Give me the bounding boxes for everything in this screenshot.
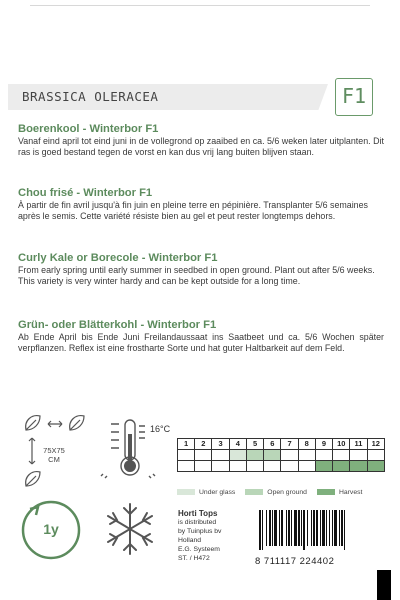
barcode-bar	[286, 510, 287, 546]
black-tab	[377, 570, 391, 600]
temperature-label: 16°C	[150, 424, 171, 434]
section-title-german: Grün- oder Blätterkohl - Winterbor F1	[18, 319, 217, 331]
barcode-bar	[288, 510, 290, 546]
distributor-name: Horti Tops	[178, 509, 218, 518]
barcode-bars	[255, 510, 385, 550]
calendar-cell	[281, 450, 298, 461]
calendar-cell	[367, 450, 384, 461]
calendar-cell	[229, 450, 246, 461]
month-8: 8	[298, 439, 315, 450]
section-text-dutch: Vanaf eind april tot eind juni in de vollegrond op zaaibed en ca. 5/6 weken later uitplanten. Dit ras is goed bestand tegen de vorst en kan dus vrij lang buiten blijven staan.	[18, 136, 384, 158]
calendar-cell	[178, 450, 195, 461]
calendar-cell	[367, 461, 384, 472]
barcode-bar	[322, 510, 325, 546]
month-9: 9	[315, 439, 332, 450]
month-7: 7	[281, 439, 298, 450]
month-2: 2	[195, 439, 212, 450]
month-5: 5	[246, 439, 263, 450]
barcode-bar	[329, 510, 330, 546]
barcode-bar	[344, 510, 345, 550]
section-text-english: From early spring until early summer in seedbed in open ground. Plant out after 5/6 weeks. This variety is very winter hardy and can be kept outside for a long time.	[18, 265, 375, 287]
calendar-cell	[298, 450, 315, 461]
calendar-cell	[195, 461, 212, 472]
distributor-line-5: ST. / H472	[178, 555, 210, 562]
distributor-info	[178, 509, 248, 563]
month-4: 4	[229, 439, 246, 450]
calendar-cell	[264, 461, 281, 472]
barcode-bar	[298, 510, 300, 546]
month-10: 10	[333, 439, 350, 450]
barcode-bar	[332, 510, 333, 546]
barcode-bar	[259, 510, 261, 550]
distributor-line-4: E.G. Systeem	[178, 546, 220, 553]
barcode-bar	[316, 510, 318, 546]
month-1: 1	[178, 439, 195, 450]
distributor-line-3: Holland	[178, 537, 202, 544]
section-title-english: Curly Kale or Borecole - Winterbor F1	[18, 252, 218, 264]
barcode-bar	[313, 510, 315, 546]
barcode-bar	[266, 510, 267, 546]
calendar-cell	[178, 461, 195, 472]
calendar-cell	[246, 450, 263, 461]
barcode-bar	[294, 510, 297, 546]
calendar-cell	[281, 461, 298, 472]
barcode-bar	[326, 510, 327, 546]
barcode-bar	[279, 510, 280, 546]
barcode-bar	[274, 510, 277, 546]
thermometer-icon	[97, 410, 161, 482]
barcode-number: 8 711117 224402	[255, 556, 335, 567]
barcode-bar	[341, 510, 343, 546]
section-french	[18, 186, 384, 223]
month-6: 6	[264, 439, 281, 450]
calendar-cell	[333, 450, 350, 461]
barcode-bar	[291, 510, 292, 546]
legend-open-ground-label: Open ground	[267, 488, 307, 496]
section-english	[18, 251, 384, 288]
section-title-dutch: Boerenkool - Winterbor F1	[18, 123, 159, 135]
top-rule	[30, 0, 370, 6]
distributor-line-2: by Tuinplus bv	[178, 528, 222, 535]
barcode-bar	[269, 510, 271, 546]
section-text-french: À partir de fin avril jusqu'à fin juin en pleine terre en pépinière. Transplanter 5/6 semaines après le semis. Cette variété résiste bien au gel et peut rester longtemps dehors.	[18, 200, 368, 222]
barcode-bar	[281, 510, 283, 546]
calendar-cell	[315, 461, 332, 472]
barcode-bar	[334, 510, 337, 546]
spacing-unit: CM	[48, 455, 60, 464]
legend-open-ground-swatch	[245, 489, 263, 495]
calendar-cell	[212, 461, 229, 472]
barcode-bar	[307, 510, 308, 546]
calendar-cell	[350, 461, 367, 472]
barcode-bar	[320, 510, 321, 546]
calendar-cell	[350, 450, 367, 461]
calendar-cell	[195, 450, 212, 461]
sowing-calendar	[177, 438, 385, 472]
calendar-month-row	[178, 439, 385, 450]
spacing-dimensions: 75X75	[43, 446, 65, 455]
legend-harvest-label: Harvest	[338, 488, 363, 496]
barcode-bar	[262, 510, 263, 550]
calendar-cell	[212, 450, 229, 461]
calendar-cell	[333, 461, 350, 472]
distributor-line-1: is distributed	[178, 519, 217, 526]
legend-harvest-swatch	[317, 489, 335, 495]
barcode-bar	[301, 510, 302, 546]
life-cycle-label: 1y	[43, 521, 59, 537]
section-dutch	[18, 122, 384, 159]
barcode-bar	[272, 510, 273, 546]
calendar-cell	[315, 450, 332, 461]
month-12: 12	[367, 439, 384, 450]
legend-under-glass-swatch	[177, 489, 195, 495]
section-german	[18, 318, 384, 355]
barcode-bar	[339, 510, 340, 546]
barcode	[255, 510, 385, 567]
barcode-bar	[303, 510, 305, 550]
calendar-cell	[298, 461, 315, 472]
calendar-legend	[177, 487, 385, 497]
calendar-cell	[246, 461, 263, 472]
calendar-sowing-row	[178, 450, 385, 461]
calendar-harvest-row	[178, 461, 385, 472]
section-title-french: Chou frisé - Winterbor F1	[18, 187, 153, 199]
calendar-cell	[229, 461, 246, 472]
month-11: 11	[350, 439, 367, 450]
species-name: BRASSICA OLERACEA	[22, 89, 159, 104]
legend-under-glass-label: Under glass	[199, 488, 236, 496]
snowflake-icon	[100, 498, 160, 560]
barcode-bar	[311, 510, 312, 546]
month-3: 3	[212, 439, 229, 450]
section-text-german: Ab Ende April bis Ende Juni Freilandaussaat ins Saatbeet und ca. 5/6 Wochen später verpflanzen. Reflex ist eine frostharte Sorte und hat guter Haltbarkeit auf dem Feld.	[18, 332, 384, 354]
calendar-cell	[264, 450, 281, 461]
f1-badge: F1	[335, 78, 373, 116]
